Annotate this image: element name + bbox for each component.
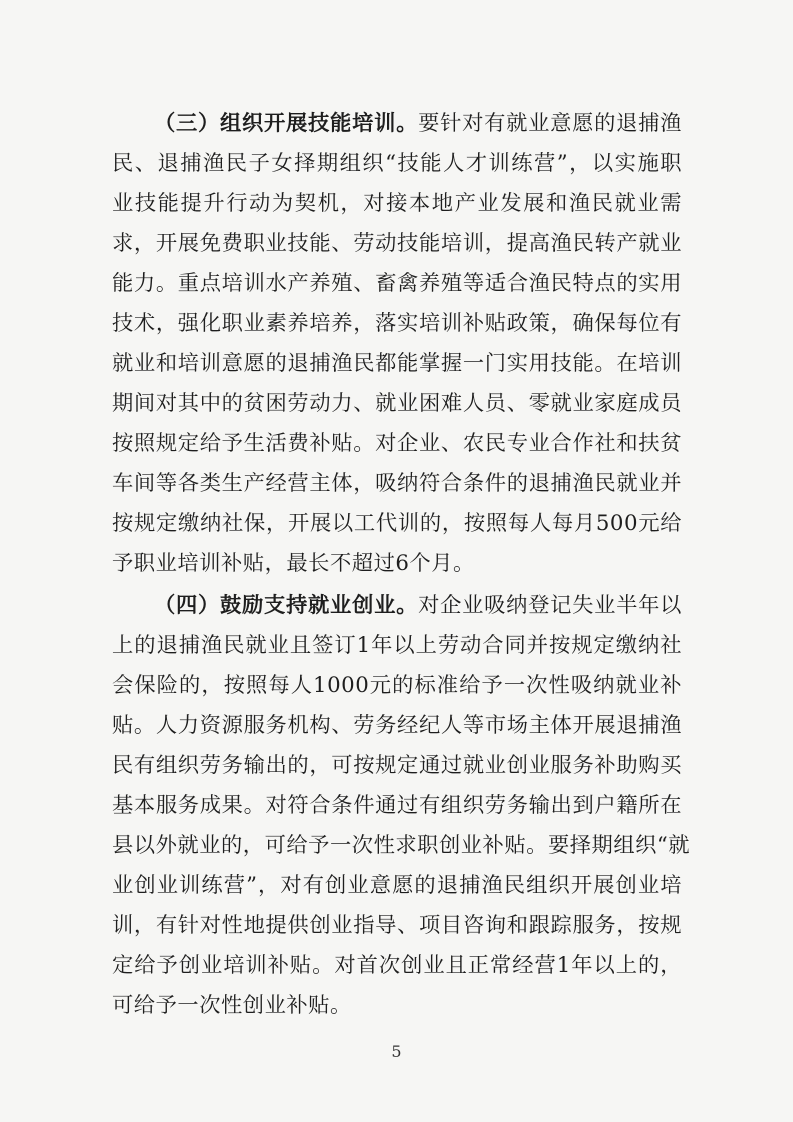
paragraph-4-line-9: 训，有针对性地提供创业指导、项目咨询和跟踪服务，按规 bbox=[112, 913, 682, 938]
paragraph-3-line-12: 予职业培训补贴，最长不超过6个月。 bbox=[112, 551, 475, 576]
page-number: 5 bbox=[391, 1042, 402, 1061]
paragraph-3-text: 要针对有就业意愿的退捕渔 bbox=[418, 111, 682, 136]
paragraph-4-line-4: 贴。人力资源服务机构、劳务经纪人等市场主体开展退捕渔 bbox=[112, 713, 682, 738]
paragraph-3-line-4: 求，开展免费职业技能、劳动技能培训，提高渔民转产就业 bbox=[112, 231, 682, 256]
paragraph-4-line-10: 定给予创业培训补贴。对首次创业且正常经营1年以上的， bbox=[112, 953, 682, 978]
paragraph-3-line-9: 按照规定给予生活费补贴。对企业、农民专业合作社和扶贫 bbox=[112, 431, 682, 456]
paragraph-4-line-11: 可给予一次性创业补贴。 bbox=[112, 993, 352, 1018]
paragraph-3-line-3: 业技能提升行动为契机，对接本地产业发展和渔民就业需 bbox=[112, 191, 682, 216]
paragraph-3-line-6: 技术，强化职业素养培养，落实培训补贴政策，确保每位有 bbox=[112, 311, 682, 336]
paragraph-4-line-7: 县以外就业的，可给予一次性求职创业补贴。要择期组织“就 bbox=[112, 833, 691, 858]
paragraph-4-heading: （四）鼓励支持就业创业。 bbox=[154, 593, 419, 618]
paragraph-4-line-8: 业创业训练营”，对有创业意愿的退捕渔民组织开展创业培 bbox=[112, 873, 682, 898]
paragraph-4-line-5: 民有组织劳务输出的，可按规定通过就业创业服务补助购买 bbox=[112, 753, 682, 778]
paragraph-4-line-3: 会保险的，按照每人1000元的标准给予一次性吸纳就业补 bbox=[112, 673, 682, 698]
paragraph-3-line-10: 车间等各类生产经营主体，吸纳符合条件的退捕渔民就业并 bbox=[112, 471, 682, 496]
paragraph-4-line-2: 上的退捕渔民就业且签订1年以上劳动合同并按规定缴纳社 bbox=[112, 633, 682, 658]
paragraph-3-line-11: 按规定缴纳社保，开展以工代训的，按照每人每月500元给 bbox=[112, 511, 682, 536]
paragraph-3-line-1 bbox=[154, 104, 682, 144]
paragraph-4-line-1 bbox=[154, 586, 682, 626]
paragraph-3-heading: （三）组织开展技能培训。 bbox=[154, 111, 419, 136]
paragraph-4-text: 对企业吸纳登记失业半年以 bbox=[418, 593, 682, 618]
paragraph-3-line-7: 就业和培训意愿的退捕渔民都能掌握一门实用技能。在培训 bbox=[112, 351, 682, 376]
paragraph-4-line-6: 基本服务成果。对符合条件通过有组织劳务输出到户籍所在 bbox=[112, 793, 682, 818]
paragraph-3-line-5: 能力。重点培训水产养殖、畜禽养殖等适合渔民特点的实用 bbox=[112, 271, 682, 296]
paragraph-3-line-2: 民、退捕渔民子女择期组织“技能人才训练营”，以实施职 bbox=[112, 151, 682, 176]
paragraph-3-line-8: 期间对其中的贫困劳动力、就业困难人员、零就业家庭成员 bbox=[112, 391, 682, 416]
